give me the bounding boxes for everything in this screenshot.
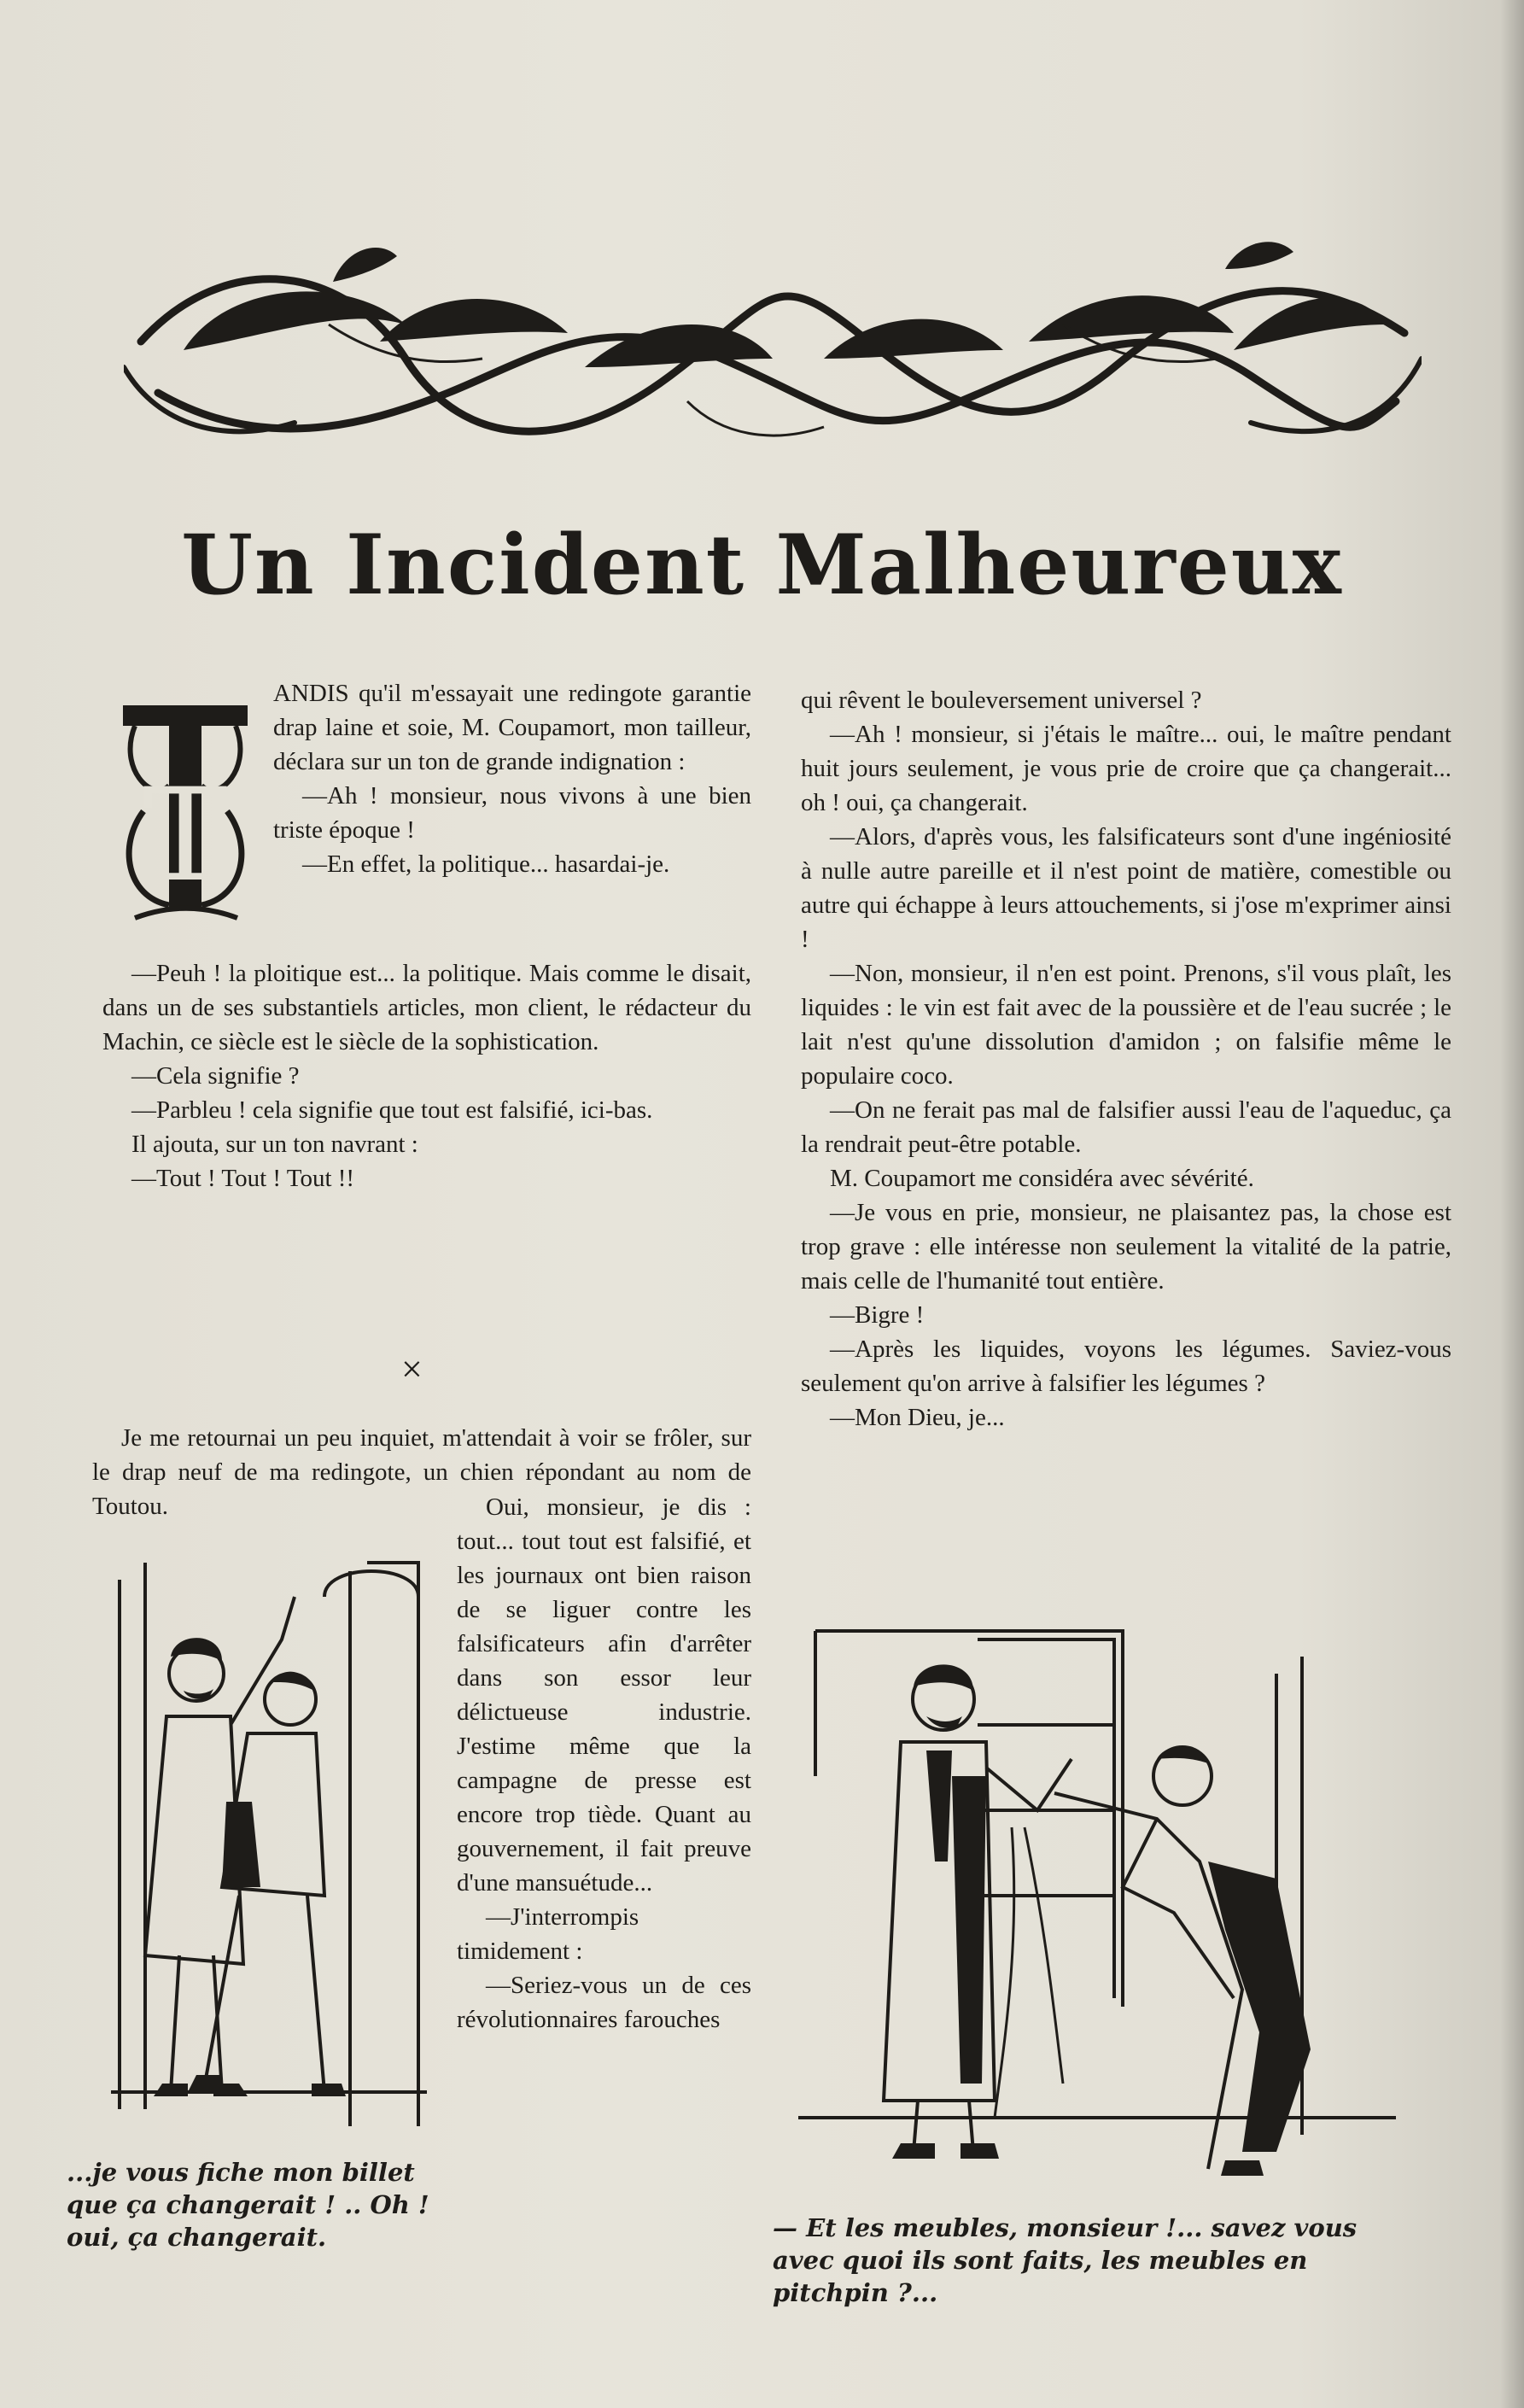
section-separator: × [401,1348,423,1390]
paragraph: —En effet, la politique... hasardai-je. [302,850,670,878]
paragraph: —Alors, d'après vous, les falsificateurs sont d'une ingéniosité à nulle autre pareille et il n'est point de matière, comestible ou autre qui échappe à leurs attouchements, si j'ose m'exprimer ainsi ! [801,823,1451,953]
column-1-body [102,956,751,1195]
paragraph: —Parbleu ! cela signifie que tout est falsifié, ici-bas. [131,1096,653,1124]
illustration-caption-right: — Et les meubles, monsieur !... savez vous avec quoi ils sont faits, les meubles en pitchpin ?... [773,2213,1358,2307]
paragraph: M. Coupamort me considéra avec sévérité. [830,1165,1254,1192]
paragraph: ANDIS qu'il m'essayait une redingote garantie drap laine et soie, M. Coupamort, mon tailleur, déclara sur un ton de grande indignation : [273,680,751,775]
paragraph: —On ne ferait pas mal de falsifier aussi l'eau de l'aqueduc, ça la rendrait peut-être potable. [801,1096,1451,1158]
paragraph: —Ah ! monsieur, si j'étais le maître... oui, le maître pendant huit jours seulement, je vous prie de croire que ça changerait... oh ! oui, ça changerait. [801,721,1451,816]
paragraph: Oui, monsieur, je dis : tout... tout tout est falsifié, et les journaux ont bien raison de se liguer contre les falsificateurs afin d'arrêter dans son essor leur délictueuse industrie. J'estime même que la campagne de presse est encore trop tiède. Quant au gouvernement, il fait preuve d'une mansuétude... [457,1493,751,1897]
column-1-intro [273,676,751,881]
paragraph: —Tout ! Tout ! Tout !! [131,1165,355,1192]
floral-header-ornament [124,231,1422,461]
page-edge-shadow [1500,0,1524,2408]
paragraph: —Je vous en prie, monsieur, ne plaisantez pas, la chose est trop grave : elle intéresse non seulement la vitalité de la patrie, mais celle de l'humanité tout entière. [801,1199,1451,1295]
column-1-narrow [457,1490,751,2037]
svg-text:T: T [142,762,229,910]
paragraph: Il ajouta, sur un ton navrant : [131,1131,418,1158]
paragraph: —J'interrompis timidement : [457,1903,639,1965]
drop-cap-letter-t [118,700,253,929]
paragraph: Je me retournai un peu inquiet, m'attendait à voir se frôler, sur le drap neuf de ma redingote, un chien répondant au nom de Toutou. [92,1424,751,1520]
paragraph: —Ah ! monsieur, nous vivons à une bien triste époque ! [273,782,751,844]
paragraph: qui rêvent le bouleversement universel ? [801,687,1202,714]
paragraph: —Peuh ! la ploitique est... la politique. Mais comme le disait, dans un de ses substantiels articles, mon client, le rédacteur du Machin, ce siècle est le siècle de la sophistication. [102,960,751,1055]
paragraph: —Après les liquides, voyons les légumes. Saviez-vous seulement qu'on arrive à falsifier les légumes ? [801,1336,1451,1397]
illustration-caption-left: ...je vous fiche mon billet que ça changerait ! .. Oh ! oui, ça changerait. [67,2158,429,2252]
column-2-body [801,683,1451,1435]
article-title: Un Incident Malheureux [181,517,1343,613]
paragraph: —Non, monsieur, il n'en est point. Prenons, s'il vous plaît, les liquides : le vin est fait avec de la poussière et de l'eau sucrée ; le lait n'est qu'une dissolution d'amidon ; on falsifie même le populaire coco. [801,960,1451,1090]
paragraph: —Cela signifie ? [131,1062,300,1090]
illustration-tailor-showing-lining [798,1605,1396,2203]
paragraph: —Mon Dieu, je... [830,1404,1005,1431]
paragraph: —Bigre ! [830,1301,925,1329]
paragraph: —Seriez-vous un de ces révolutionnaires farouches [457,1972,751,2033]
illustration-tailor-fitting [94,1546,435,2126]
